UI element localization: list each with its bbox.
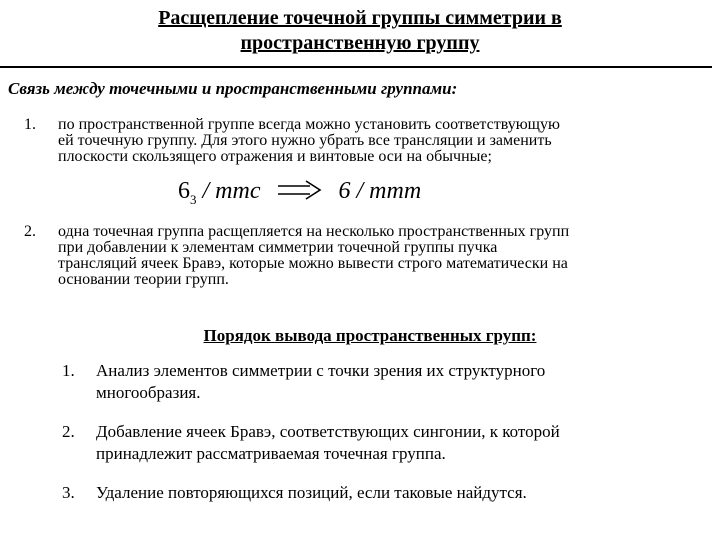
procedure-step-2 (62, 421, 702, 465)
step-line: Удаление повторяющихся позиций, если таковые найдутся. (96, 483, 527, 502)
procedure-step-1 (62, 360, 702, 404)
formula-left-subscript: 3 (190, 192, 197, 207)
step-number: 1. (62, 361, 75, 380)
step-line: Анализ элементов симметрии с точки зрения их структурного (96, 361, 546, 380)
list-item-line: плоскости скользящего отражения и винтовые оси на обычные; (58, 148, 492, 165)
title-line-1: Расщепление точечной группы симметрии в (158, 7, 562, 29)
title-line-2: пространственную группу (240, 32, 480, 54)
step-line: Добавление ячеек Бравэ, соответствующих сингонии, к которой (96, 422, 560, 441)
list-item-line: по пространственной группе всегда можно установить соответствующую (58, 116, 560, 133)
page-title (60, 6, 660, 56)
formula-left-rest: / mmc (196, 178, 261, 204)
step-number: 3. (62, 483, 75, 502)
symmetry-formula (178, 176, 421, 215)
list-item-line: ей точечную группу. Для этого нужно убрать все трансляции и заменить (58, 132, 552, 149)
step-line: многообразия. (96, 383, 201, 402)
title-divider (0, 66, 712, 68)
formula-left-base: 6 (178, 178, 190, 204)
step-text (96, 482, 702, 504)
step-text (96, 421, 702, 465)
step-number: 2. (62, 422, 75, 441)
step-line: принадлежит рассматриваемая точечная группа. (96, 444, 446, 463)
step-text (96, 360, 702, 404)
list-item-2 (24, 224, 714, 288)
section-heading: Связь между точечными и пространственными группами: (8, 79, 458, 98)
list-item-number: 2. (24, 223, 36, 240)
list-item-number: 1. (24, 116, 36, 133)
list-item-line: основании теории групп. (58, 271, 229, 288)
list-item-line: трансляций ячеек Бравэ, которые можно вывести строго математически на (58, 255, 568, 272)
formula-right: 6 / mmm (338, 178, 422, 204)
double-arrow-icon (276, 178, 322, 208)
list-item-1 (24, 117, 714, 165)
list-item-line: при добавлении к элементам симметрии точечной группы пучка (58, 239, 498, 256)
list-item-text (58, 117, 714, 165)
procedure-step-3 (62, 482, 702, 504)
procedure-heading: Порядок вывода пространственных групп: (203, 326, 537, 345)
list-item-text (58, 224, 714, 288)
list-item-line: одна точечная группа расщепляется на несколько пространственных групп (58, 223, 570, 240)
